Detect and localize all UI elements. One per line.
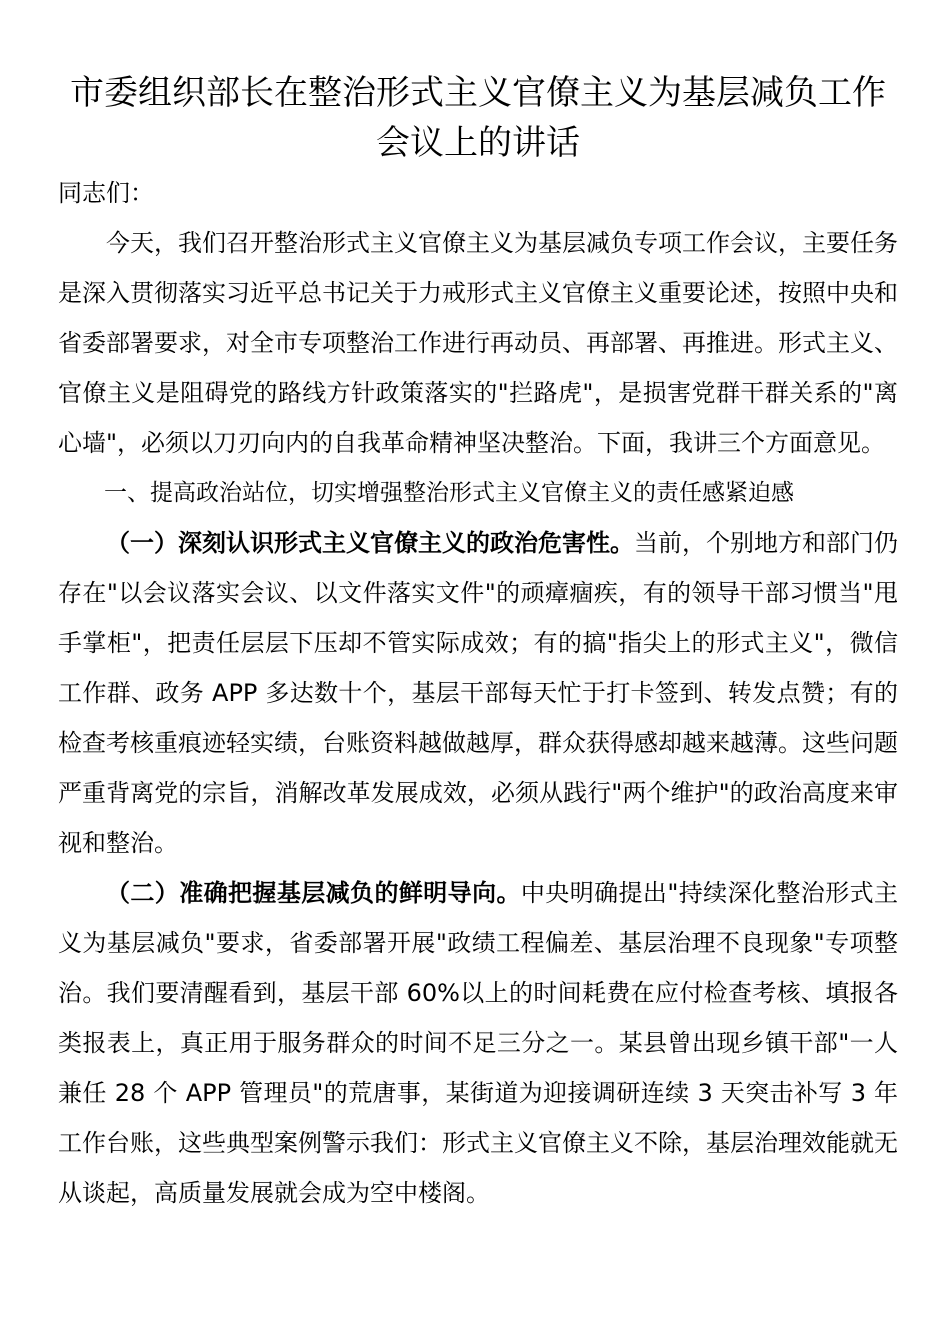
- subsection-paragraph-2: [58, 868, 898, 1218]
- subsection-text-1: 当前，个别地方和部门仍存在"以会议落实会议、以文件落实文件"的顽瘴痼疾，有的领导干部习惯当"甩手掌柜"，把责任层层下压却不管实际成效；有的搞"指尖上的形式主义"，微信工作群、政务 APP 多达数十个，基层干部每天忙于打卡签到、转发点赞；有的检查考核重痕迹轻实绩，台账资料越做越厚，群众获得感却越来越薄。这些问题严重背离党的宗旨，消解改革发展成效，必须从践行"两个维护"的政治高度来审视和整治。: [58, 529, 898, 857]
- subsection-text-2: 中央明确提出"持续深化整治形式主义为基层减负"要求，省委部署开展"政绩工程偏差、基层治理不良现象"专项整治。我们要清醒看到，基层干部 60%以上的时间耗费在应付检查考核、填报各类报表上，真正用于服务群众的时间不足三分之一。某县曾出现乡镇干部"一人兼任 28 个 APP 管理员"的荒唐事，某街道为迎接调研连续 3 天突击补写 3 年工作台账，这些典型案例警示我们：形式主义官僚主义不除，基层治理效能就无从谈起，高质量发展就会成为空中楼阁。: [58, 879, 899, 1207]
- intro-paragraph: 今天，我们召开整治形式主义官僚主义为基层减负专项工作会议，主要任务是深入贯彻落实习近平总书记关于力戒形式主义官僚主义重要论述，按照中央和省委部署要求，对全市专项整治工作进行再动员、再部署、再推进。形式主义、官僚主义是阻碍党的路线方针政策落实的"拦路虎"，是损害党群干群关系的"离心墙"，必须以刀刃向内的自我革命精神坚决整治。下面，我讲三个方面意见。: [58, 229, 898, 457]
- document-title: 市委组织部长在整治形式主义官僚主义为基层减负工作会议上的讲话: [70, 73, 886, 163]
- document-page: [58, 68, 898, 1218]
- section-heading: 一、提高政治站位，切实增强整治形式主义官僚主义的责任感紧迫感: [104, 480, 794, 506]
- salutation: 同志们：: [58, 179, 154, 207]
- subsection-lead-1: （一）深刻认识形式主义官僚主义的政治危害性。: [106, 529, 634, 557]
- subsection-lead-2: （二）准确把握基层减负的鲜明导向。: [106, 879, 521, 907]
- subsection-paragraph-1: [58, 518, 898, 868]
